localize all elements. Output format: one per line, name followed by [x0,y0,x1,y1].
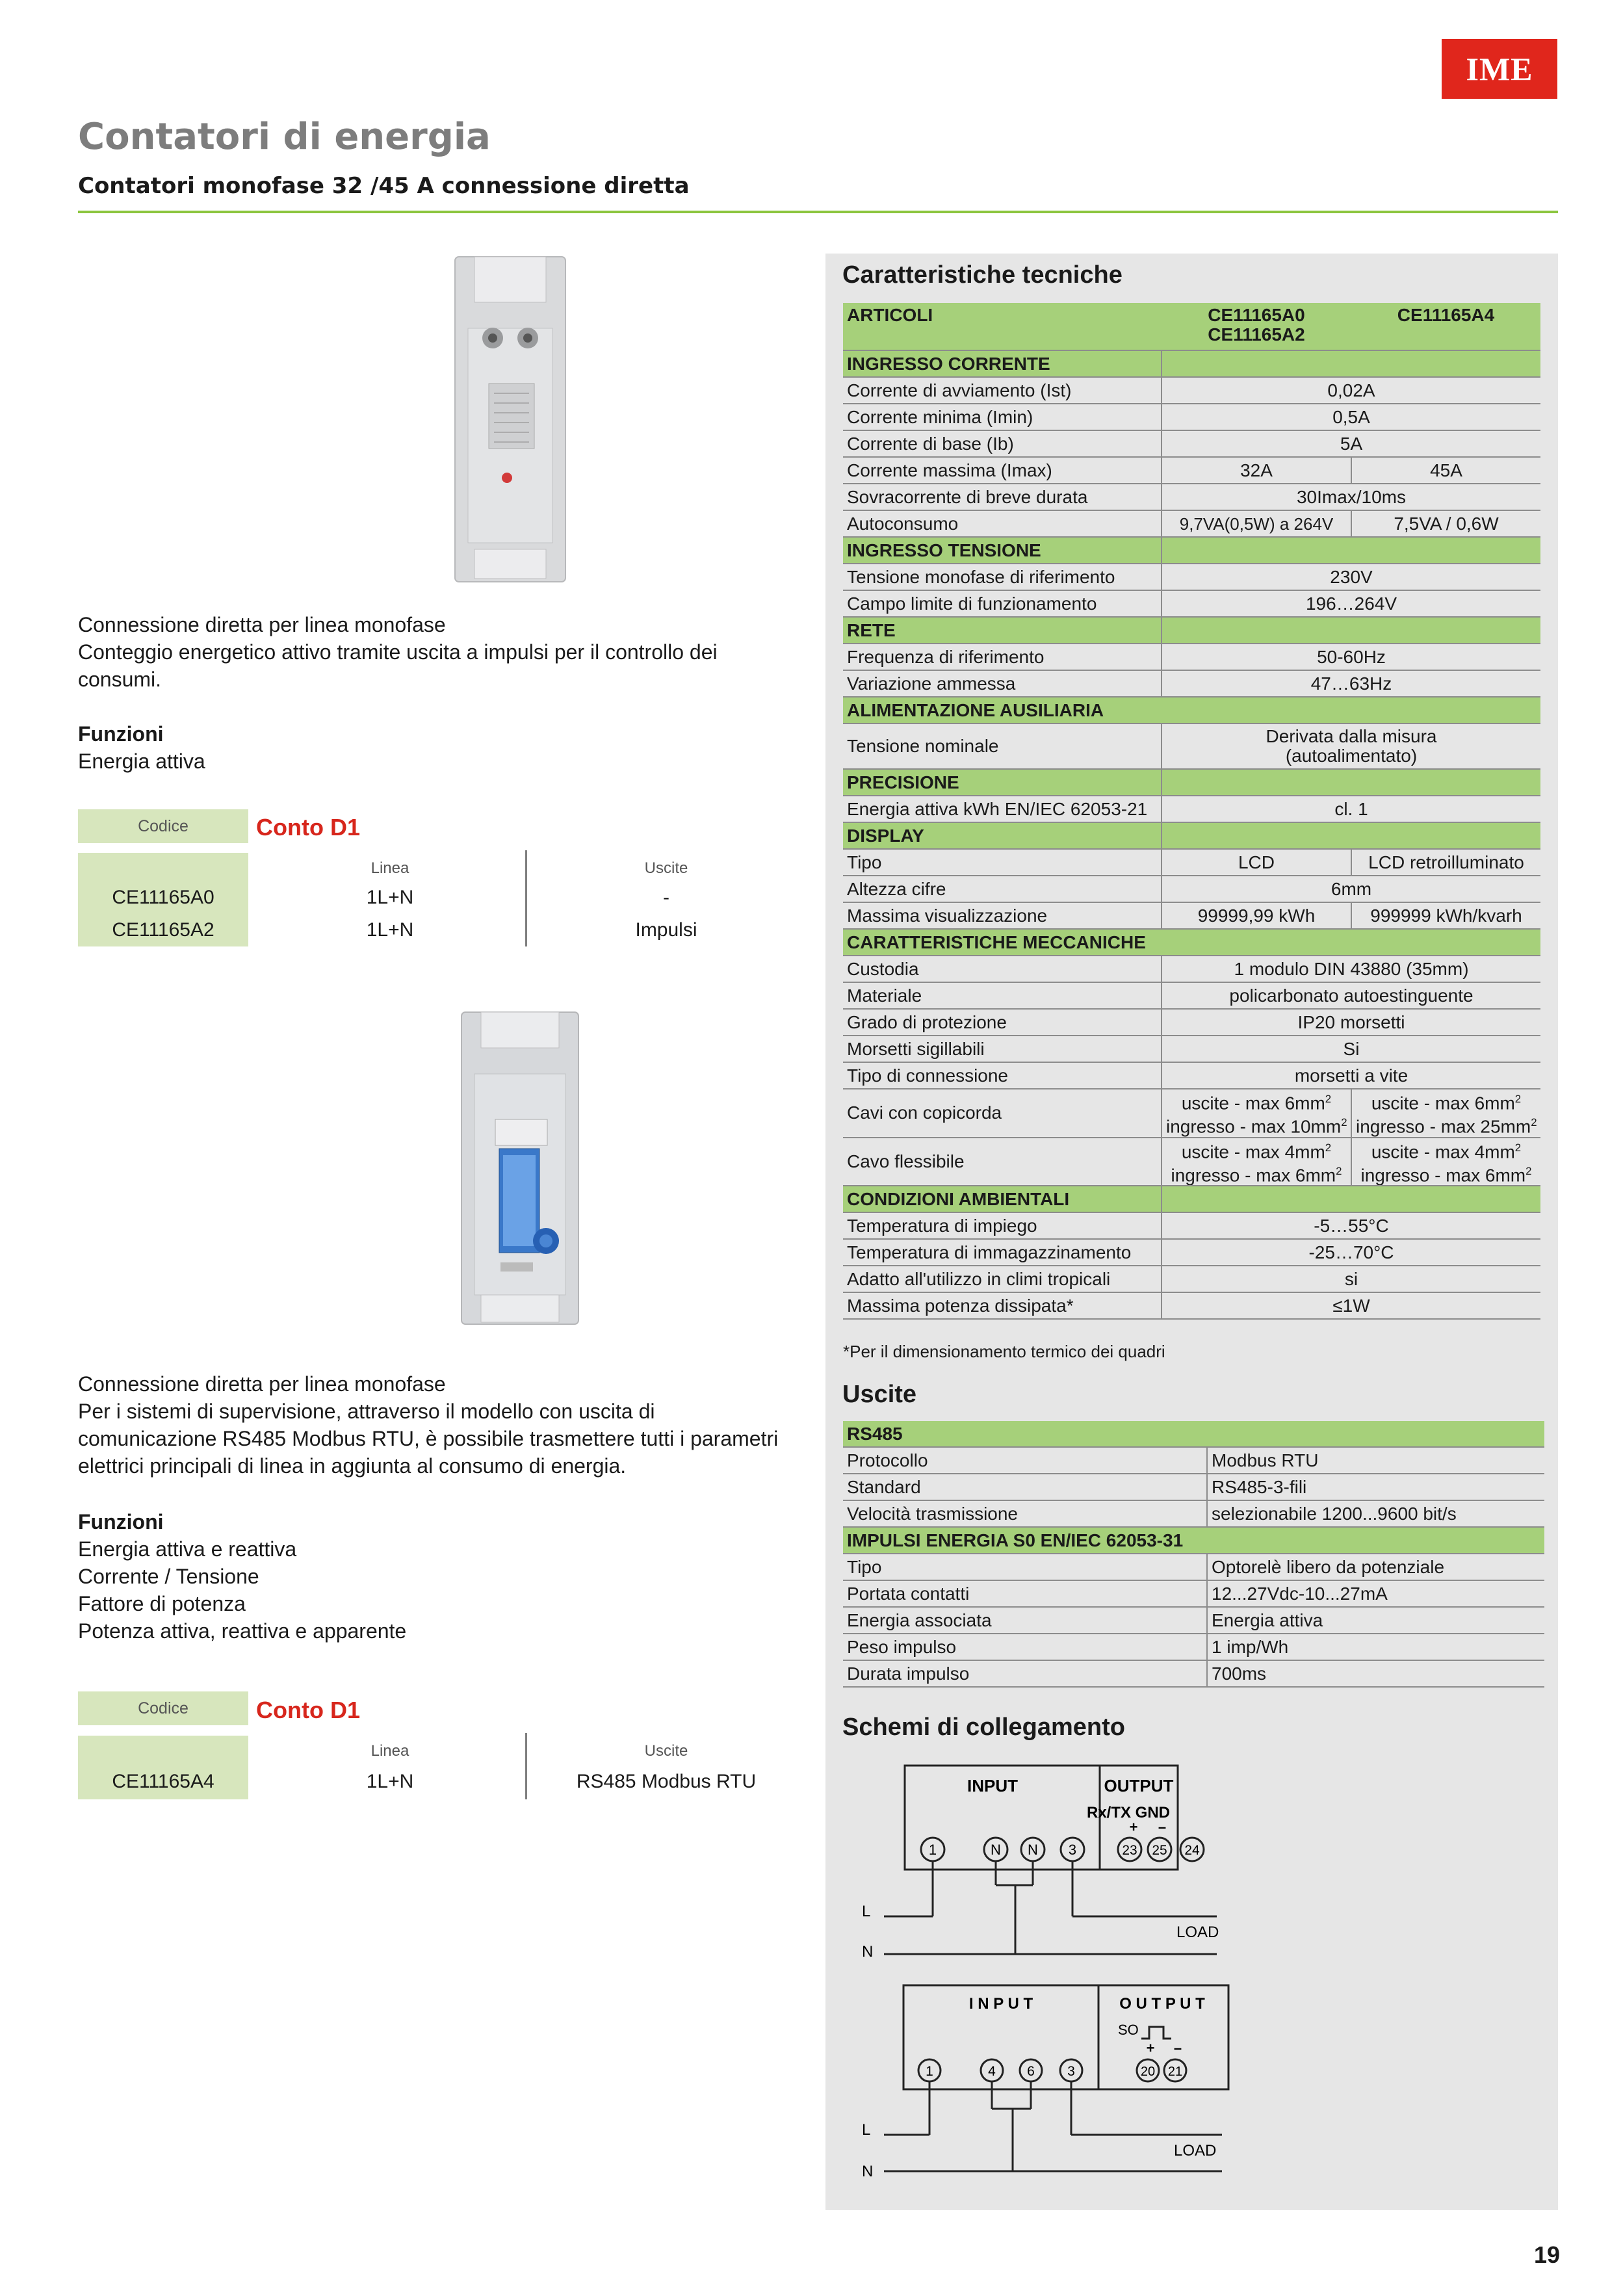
spec-row: Custodia 1 modulo DIN 43880 (35mm) [843,956,1540,982]
desc-line: Conteggio energetico attivo tramite uscita a impulsi per il controllo dei [78,640,718,664]
page-subtitle: Contatori monofase 32 /45 A connessione diretta [78,173,690,199]
page-title: Contatori di energia [78,116,491,158]
spec-row: Sovracorrente di breve durata 30Imax/10ms [843,484,1540,510]
desc-line: consumi. [78,668,162,691]
function-item: Energia attiva [78,750,205,773]
diagram-input-label: INPUT [967,1776,1018,1795]
spec-row: Frequenza di riferimento 50-60Hz [843,644,1540,670]
product1-description [78,611,718,693]
wiring-diagram-s0 [845,1979,1267,2200]
spec-row: Corrente di avviamento (Ist) 0,02A [843,377,1540,404]
spec-row: Morsetti sigillabili Si [843,1036,1540,1062]
wiring-title: Schemi di collegamento [842,1714,1125,1741]
line-l-label: L [862,1903,871,1920]
product-photo-meter-a [448,254,572,585]
spec-row: Corrente di base (Ib) 5A [843,430,1540,457]
spec-row: Adatto all'utilizzo in climi tropicali si [843,1266,1540,1292]
spec-row: Corrente massima (Imax) 32A 45A [843,457,1540,484]
diagram-minus: – [1173,2040,1182,2056]
diagram-input-label: I N P U T [968,1995,1033,2013]
line-n-label: N [862,2163,874,2180]
spec-header-row [843,303,1540,350]
outputs-title: Uscite [842,1381,917,1408]
spec-row: Temperatura di immagazzinamento -25…70°C [843,1239,1540,1266]
series-name: Conto D1 [256,1697,360,1723]
line-cell: 1L+N [366,887,414,908]
diagram-output-label: OUTPUT [1104,1776,1174,1795]
terminal-label: 25 [1152,1843,1167,1858]
diagram-rx-label: Rx/TX GND [1086,1804,1170,1821]
spec-row: Massima potenza dissipata* ≤1W [843,1292,1540,1319]
function-item: Energia attiva e reattiva [78,1537,297,1561]
header-divider [78,211,1558,213]
pulse-symbol [1141,2027,1171,2039]
terminal-label: 3 [1067,2064,1075,2079]
diagram-plus: + [1129,1819,1138,1835]
out-cell: Impulsi [635,919,697,941]
col-header-out: Uscite [644,1742,688,1760]
outputs-section: IMPULSI ENERGIA S0 EN/IEC 62053-31 [843,1527,1544,1554]
outputs-row: Portata contatti 12...27Vdc-10...27mA [843,1580,1544,1607]
load-label: LOAD [1176,1924,1219,1941]
spec-row: Autoconsumo 9,7VA(0,5W) a 264V 7,5VA / 0,6W [843,510,1540,537]
wiring-diagram-rs485 [845,1755,1267,1970]
product2-functions [78,1508,406,1645]
desc-line: comunicazione RS485 Modbus RTU, è possibile trasmettere tutti i parametri [78,1427,779,1450]
product1-functions [78,720,205,775]
function-item: Fattore di potenza [78,1592,246,1615]
function-item: Corrente / Tensione [78,1565,259,1588]
diagram-plus: + [1146,2040,1155,2056]
outputs-row: Energia associata Energia attiva [843,1607,1544,1634]
outputs-table [843,1421,1544,1688]
spec-section: RETE [843,617,1540,644]
spec-row: Variazione ammessa 47…63Hz [843,670,1540,697]
spec-section: PRECISIONE [843,769,1540,796]
outputs-row: Peso impulso 1 imp/Wh [843,1634,1544,1660]
spec-header-label: ARTICOLI [843,303,1162,350]
spec-row: Energia attiva kWh EN/IEC 62053-21 cl. 1 [843,796,1540,822]
spec-section: INGRESSO TENSIONE [843,537,1540,564]
load-label: LOAD [1174,2142,1217,2159]
col-header-out: Uscite [644,859,688,877]
spec-table [843,303,1540,1320]
brand-logo: IME [1442,39,1557,99]
code-cell: CE11165A4 [112,1771,214,1792]
series-name: Conto D1 [256,814,360,841]
code-label: Codice [78,809,248,843]
line-n-label: N [862,1943,874,1961]
desc-line: Connessione diretta per linea monofase [78,1372,446,1396]
terminal-label: 6 [1027,2064,1035,2079]
outputs-row: Standard RS485-3-fili [843,1474,1544,1500]
code-label: Codice [78,1691,248,1725]
terminal-label: N [991,1842,1001,1858]
spec-row: Tensione monofase di riferimento 230V [843,564,1540,590]
outputs-row: Protocollo Modbus RTU [843,1447,1544,1474]
spec-row: Massima visualizzazione 99999,99 kWh 999999 kWh/kvarh [843,902,1540,929]
spec-row: Tensione nominale Derivata dalla misura (autoalimentato) [843,724,1540,769]
desc-line: Connessione diretta per linea monofase [78,613,446,636]
outputs-section: RS485 [843,1421,1544,1447]
column-separator [525,850,527,946]
diagram-output-label: O U T P U T [1119,1995,1205,2013]
terminal-label: 20 [1140,2065,1156,2079]
product-photo-meter-b [455,1009,585,1327]
outputs-row: Tipo Optorelè libero da potenziale [843,1554,1544,1580]
specs-title: Caratteristiche tecniche [842,261,1123,289]
col-header-line: Linea [370,1742,409,1760]
spec-row: Grado di protezione IP20 morsetti [843,1009,1540,1036]
spec-section: ALIMENTAZIONE AUSILIARIA [843,697,1540,724]
diagram-so-label: SO [1118,2022,1139,2038]
page-number: 19 [1534,2241,1561,2268]
out-cell: - [663,887,669,908]
out-cell: RS485 Modbus RTU [576,1771,757,1792]
spec-row: Tipo di connessione morsetti a vite [843,1062,1540,1089]
spec-section: CARATTERISTICHE MECCANICHE [843,929,1540,956]
spec-row: Cavi con copicorda uscite - $\max 6mm^2$ ingresso - $\max 10mm^2$ uscite - $\max 6mm^2$ ingresso - $\max 25mm^2$ [843,1089,1540,1138]
terminal-label: N [1028,1842,1038,1858]
spec-header-article-a: CE11165A0 CE11165A2 [1162,303,1351,350]
spec-section: DISPLAY [843,822,1540,849]
code-cell: CE11165A2 [112,919,214,941]
terminal-label: 3 [1068,1842,1077,1858]
spec-row: Campo limite di funzionamento 196…264V [843,590,1540,617]
spec-row: Altezza cifre 6mm [843,876,1540,902]
desc-line: Per i sistemi di supervisione, attraverso il modello con uscita di [78,1400,655,1423]
terminal-label: 24 [1184,1843,1200,1858]
desc-line: elettrici principali di linea in aggiunta al consumo di energia. [78,1454,627,1478]
spec-footnote: *Per il dimensionamento termico dei quadri [843,1342,1165,1361]
spec-row: Temperatura di impiego -5…55°C [843,1212,1540,1239]
column-separator [525,1733,527,1799]
spec-row: Corrente minima (Imin) 0,5A [843,404,1540,430]
spec-section: INGRESSO CORRENTE [843,350,1540,377]
function-item: Potenza attiva, reattiva e apparente [78,1619,407,1643]
terminal-label: 1 [926,2064,933,2079]
spec-header-article-b: CE11165A4 [1351,303,1540,350]
line-cell: 1L+N [366,919,414,941]
line-l-label: L [862,2121,871,2139]
spec-row: Tipo LCD LCD retroilluminato [843,849,1540,876]
col-header-line: Linea [370,859,409,877]
diagram-minus: – [1158,1819,1167,1835]
terminal-label: 1 [928,1842,937,1858]
terminal-label: 4 [988,2064,996,2079]
spec-row: Cavo flessibile uscite - $\max 4mm^2$ ingresso - $\max 6mm^2$ uscite - $\max 4mm^2$ ingresso - $\max 6mm^2$ [843,1138,1540,1186]
spec-row: Materiale policarbonato autoestinguente [843,982,1540,1009]
outputs-row: Velocità trasmissione selezionabile 1200...9600 bit/s [843,1500,1544,1527]
functions-title: Funzioni [78,1510,164,1533]
product2-description [78,1370,778,1480]
terminal-label: 23 [1122,1843,1137,1858]
terminal-label: 21 [1167,2065,1183,2079]
outputs-row: Durata impulso 700ms [843,1660,1544,1687]
code-cell: CE11165A0 [112,887,214,908]
spec-section: CONDIZIONI AMBIENTALI [843,1186,1540,1212]
functions-title: Funzioni [78,722,164,746]
line-cell: 1L+N [366,1771,414,1792]
